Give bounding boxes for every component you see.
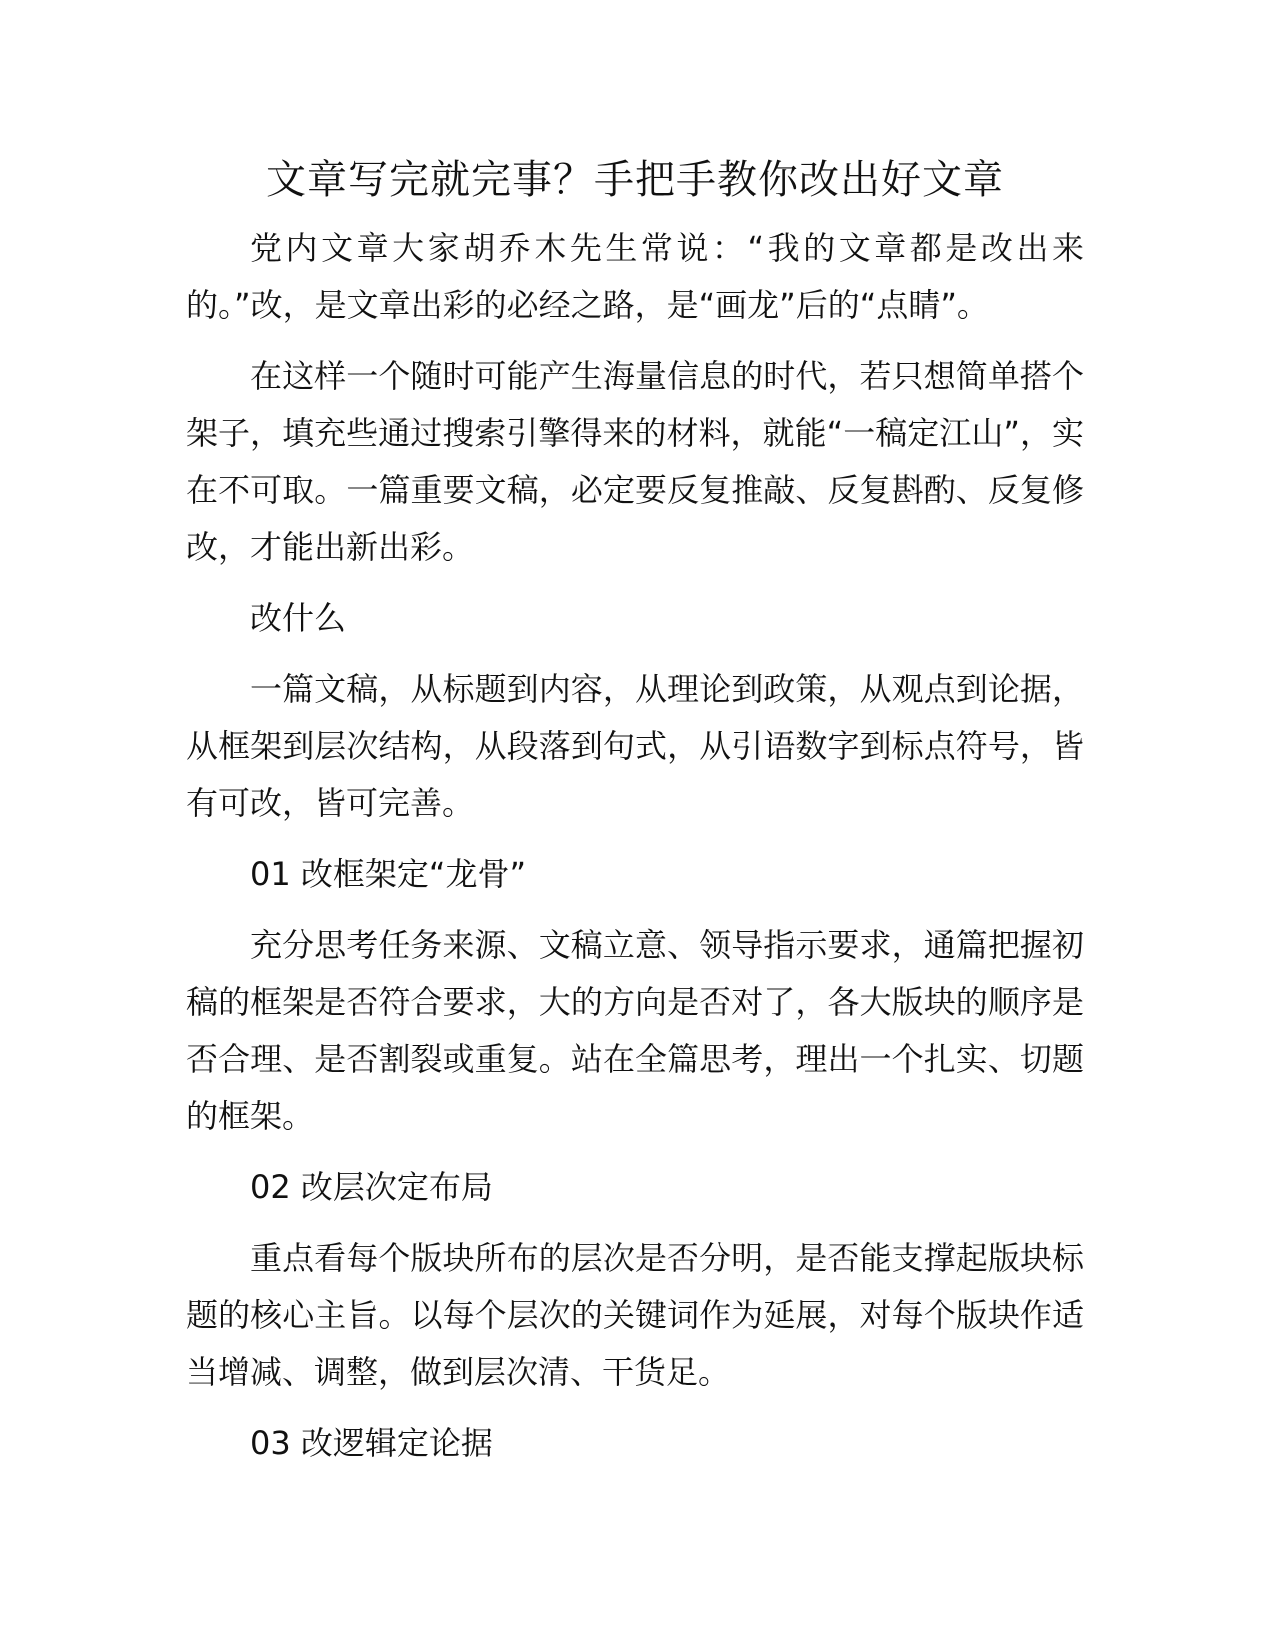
paragraph-what-to-revise: 一篇文稿，从标题到内容，从理论到政策，从观点到论据，从框架到层次结构，从段落到句式，从引语数字到标点符号，皆有可改，皆可完善。 xyxy=(186,670,1084,822)
section-heading-layers: 02 改层次定布局 xyxy=(250,1168,493,1206)
document-title: 文章写完就完事？手把手教你改出好文章 xyxy=(266,157,1004,203)
paragraph-framework: 充分思考任务来源、文稿立意、领导指示要求，通篇把握初稿的框架是否符合要求，大的方向是否对了，各大版块的顺序是否合理、是否割裂或重复。站在全篇思考，理出一个扎实、切题的框架。 xyxy=(186,926,1084,1135)
section-heading-what-to-revise: 改什么 xyxy=(250,599,347,637)
paragraph-layers: 重点看每个版块所布的层次是否分明，是否能支撑起版块标题的核心主旨。以每个层次的关键词作为延展，对每个版块作适当增减、调整，做到层次清、干货足。 xyxy=(186,1239,1084,1391)
paragraph-intro: 党内文章大家胡乔木先生常说：“我的文章都是改出来的。”改，是文章出彩的必经之路，是“画龙”后的“点睛”。 xyxy=(186,229,1084,324)
section-heading-logic: 03 改逻辑定论据 xyxy=(250,1424,493,1462)
document-page xyxy=(186,148,1084,1472)
paragraph-era: 在这样一个随时可能产生海量信息的时代，若只想简单搭个架子，填充些通过搜索引擎得来的材料，就能“一稿定江山”，实在不可取。一篇重要文稿，必定要反复推敲、反复斟酌、反复修改，才能出新出彩。 xyxy=(186,357,1084,566)
section-heading-framework: 01 改框架定“龙骨” xyxy=(250,855,527,893)
